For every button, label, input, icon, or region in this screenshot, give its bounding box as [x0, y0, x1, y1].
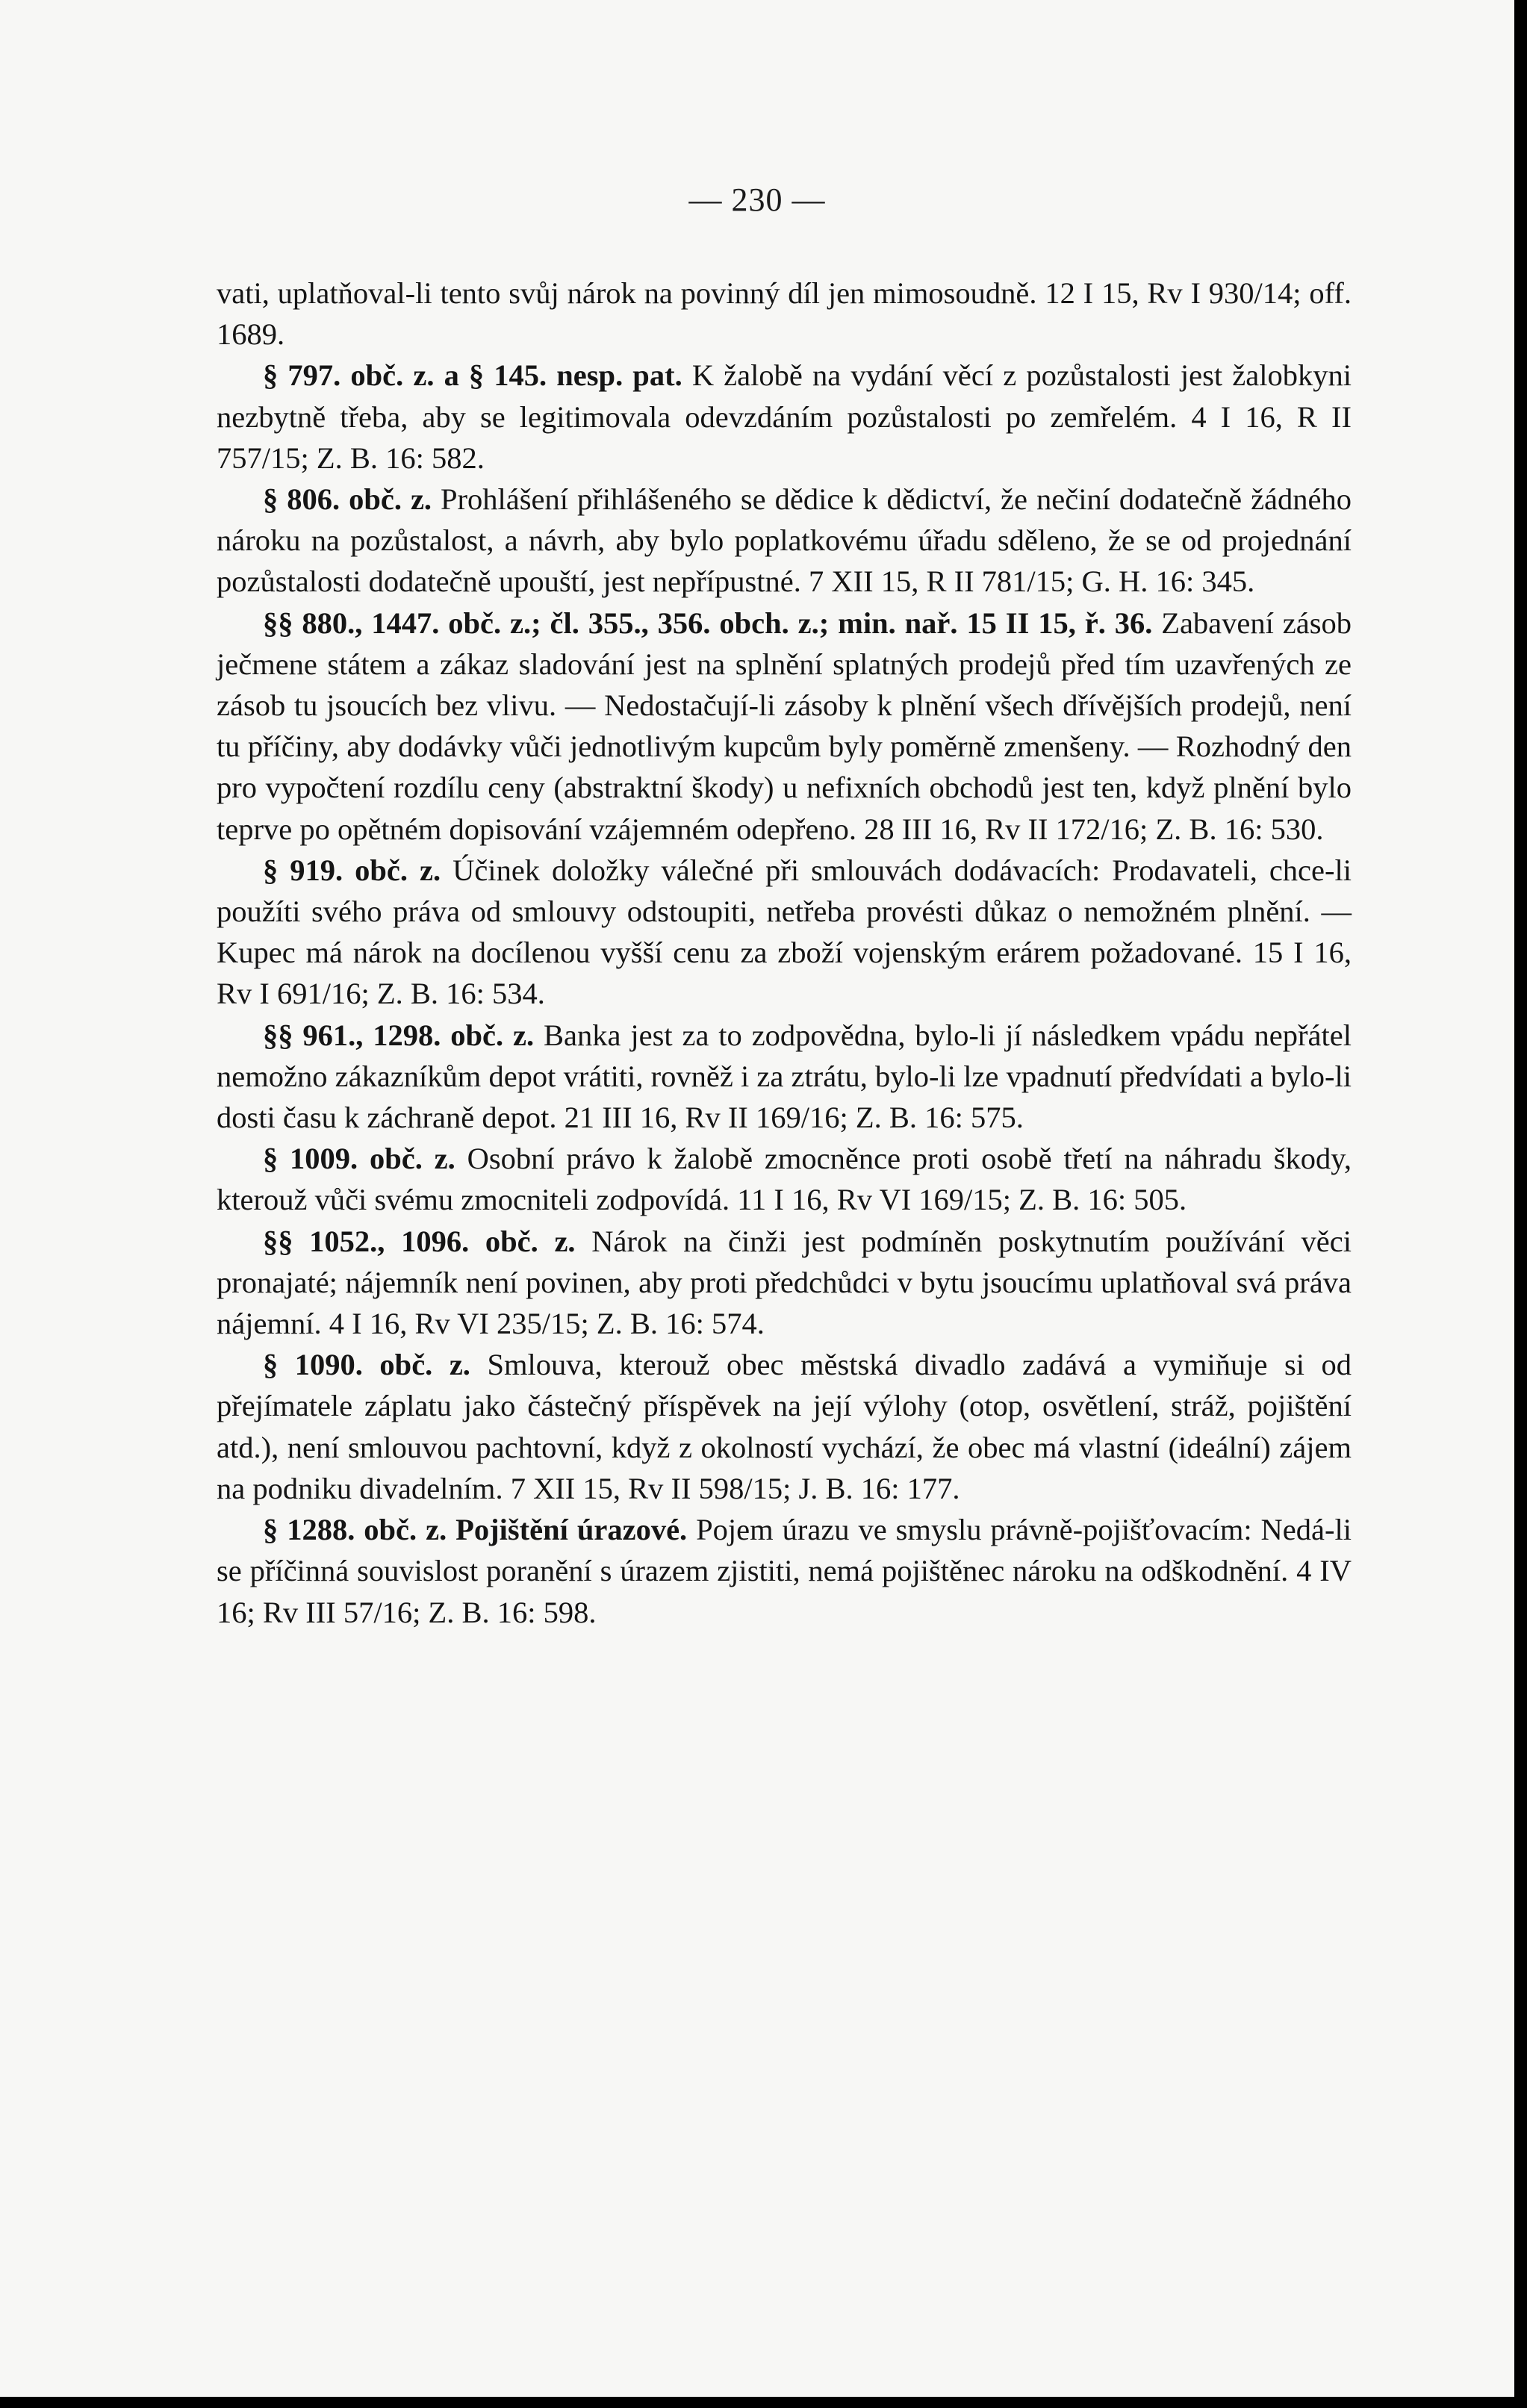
paragraph-text: Nárok na činži jest podmíněn poskytnutím používání věci pronajaté; nájemník není povinen, aby proti předchůdci v bytu jsoucímu uplatňoval svá práva nájemní. 4 I 16, Rv VI 235/15; Z. B. 16: 574. [217, 1224, 1352, 1341]
paragraph [217, 1221, 1352, 1345]
section-heading: §§ 880., 1447. obč. z.; čl. 355., 356. obch. z.; min. nař. 15 II 15, ř. 36. [263, 606, 1153, 640]
paragraph [217, 479, 1352, 603]
section-heading: § 1288. obč. z. Pojištění úrazové. [263, 1513, 688, 1547]
page-text [217, 273, 1352, 1633]
section-heading: § 806. obč. z. [263, 482, 432, 517]
paragraph-text: Zabavení zásob ječmene státem a zákaz sladování jest na splnění splatných prodejů před tím uzavřených ze zásob tu jsoucích bez vlivu. — Nedostačují-li zásoby k plnění všech dřívějších prodejů, není tu příčiny, aby dodávky vůči jednotlivým kupcům byly poměrně zmenšeny. — Rozhodný den pro vypočtení rozdílu ceny (abstraktní škody) u nefixních obchodů jest ten, když plnění bylo teprve po opětném dopisování vzájemném odepřeno. 28 III 16, Rv II 172/16; Z. B. 16: 530. [217, 606, 1352, 846]
section-heading: § 1009. obč. z. [263, 1142, 455, 1176]
paragraph-text: Prohlášení přihlášeného se dědice k dědictví, že nečiní dodatečně žádného nároku na pozůstalost, a návrh, aby bylo poplatkovému úřadu sděleno, že se od projednání pozůstalosti dodatečně upouští, jest nepřípustné. 7 XII 15, R II 781/15; G. H. 16: 345. [217, 482, 1352, 599]
paragraph-text: Účinek doložky válečné při smlouvách dodávacích: Prodavateli, chce-li použíti svého práva od smlouvy odstoupiti, netřeba provésti důkaz o nemožném plnění. — Kupec má nárok na docílenou vyšší cenu za zboží vojenským erárem požadované. 15 I 16, Rv I 691/16; Z. B. 16: 534. [217, 853, 1352, 1011]
paragraph [217, 1509, 1352, 1633]
paragraph-text: K žalobě na vydání věcí z pozůstalosti jest žalobkyni nezbytně třeba, aby se legitimovala odevzdáním pozůstalosti po zemřelém. 4 I 16, R II 757/15; Z. B. 16: 582. [217, 358, 1352, 475]
paragraph [217, 603, 1352, 850]
paragraph-text: Smlouva, kterouž obec městská divadlo zadává a vymiňuje si od přejímatele záplatu jako částečný příspěvek na její výlohy (otop, osvětlení, stráž, pojištění atd.), není smlouvou pachtovní, když z okolností vychází, že obec má vlastní (ideální) zájem na podniku divadelním. 7 XII 15, Rv II 598/15; J. B. 16: 177. [217, 1348, 1352, 1505]
scan-edge-bottom [0, 2397, 1527, 2408]
paragraph [217, 355, 1352, 479]
section-heading: § 919. obč. z. [263, 853, 441, 887]
paragraph [217, 850, 1352, 1015]
paragraph [217, 1344, 1352, 1509]
paragraph [217, 1138, 1352, 1220]
paragraph [217, 273, 1352, 355]
paragraph-text: Pojem úrazu ve smyslu právně-pojišťovacím: Nedá-li se příčinná souvislost poranění s úrazem zjistiti, nemá pojištěnec nároku na odškodnění. 4 IV 16; Rv III 57/16; Z. B. 16: 598. [217, 1513, 1352, 1629]
section-heading: § 797. obč. z. a § 145. nesp. pat. [263, 358, 682, 393]
section-heading: §§ 1052., 1096. obč. z. [263, 1224, 576, 1258]
section-heading: §§ 961., 1298. obč. z. [263, 1018, 535, 1052]
paragraph-text: Banka jest za to zodpovědna, bylo-li jí následkem vpádu nepřátel nemožno zákazníkům depot vrátiti, rovněž i za ztrátu, bylo-li lze vpadnutí předvídati a bylo-li dosti času k záchraně depot. 21 III 16, Rv II 169/16; Z. B. 16: 575. [217, 1018, 1352, 1135]
page-number: — 230 — [688, 181, 826, 218]
paragraph-text: vati, uplatňoval-li tento svůj nárok na povinný díl jen mimosoudně. 12 I 15, Rv I 930/14; off. 1689. [217, 276, 1352, 352]
section-heading: § 1090. obč. z. [263, 1348, 470, 1382]
paragraph [217, 1015, 1352, 1139]
scan-edge-right [1514, 0, 1527, 2408]
paragraph-text: Osobní právo k žalobě zmocněnce proti osobě třetí na náhradu škody, kterouž vůči svému zmocniteli zodpovídá. 11 I 16, Rv VI 169/15; Z. B. 16: 505. [217, 1142, 1352, 1217]
